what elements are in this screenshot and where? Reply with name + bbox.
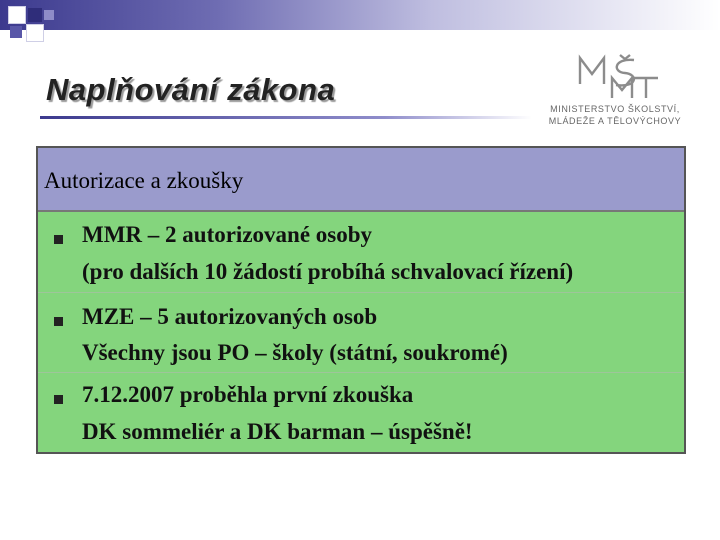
logo-text-line1: MINISTERSTVO ŠKOLSTVÍ, [550,104,680,114]
msmt-logo [540,52,700,132]
table-header [38,148,684,212]
top-gradient-band [0,0,720,30]
bullet-square-icon [54,395,63,404]
title-underline [40,116,532,119]
table-row [38,212,684,292]
item-line-2: DK sommeliér a DK barman – úspěšně! [82,419,473,444]
content-table [36,146,686,454]
item-line-1: MZE – 5 autorizovaných osob [82,304,378,329]
table-row [38,372,684,452]
table-row [38,292,684,372]
bullet-square-icon [54,235,63,244]
item-line-2: Všechny jsou PO – školy (státní, soukromé) [82,340,508,365]
logo-text-line2: MLÁDEŽE A TĚLOVÝCHOVY [548,116,682,126]
item-line-2: (pro dalších 10 žádostí probíhá schvalovací řízení) [82,259,574,284]
slide-title: Naplňování zákona [46,72,336,107]
msmt-monogram-icon [540,52,690,100]
bullet-square-icon [54,317,63,326]
item-line-1: MMR – 2 autorizované osoby [82,222,373,247]
item-line-1: 7.12.2007 proběhla první zkouška [82,382,414,407]
corner-squares-decoration [0,0,60,60]
table-header-text: Autorizace a zkoušky [44,168,244,193]
